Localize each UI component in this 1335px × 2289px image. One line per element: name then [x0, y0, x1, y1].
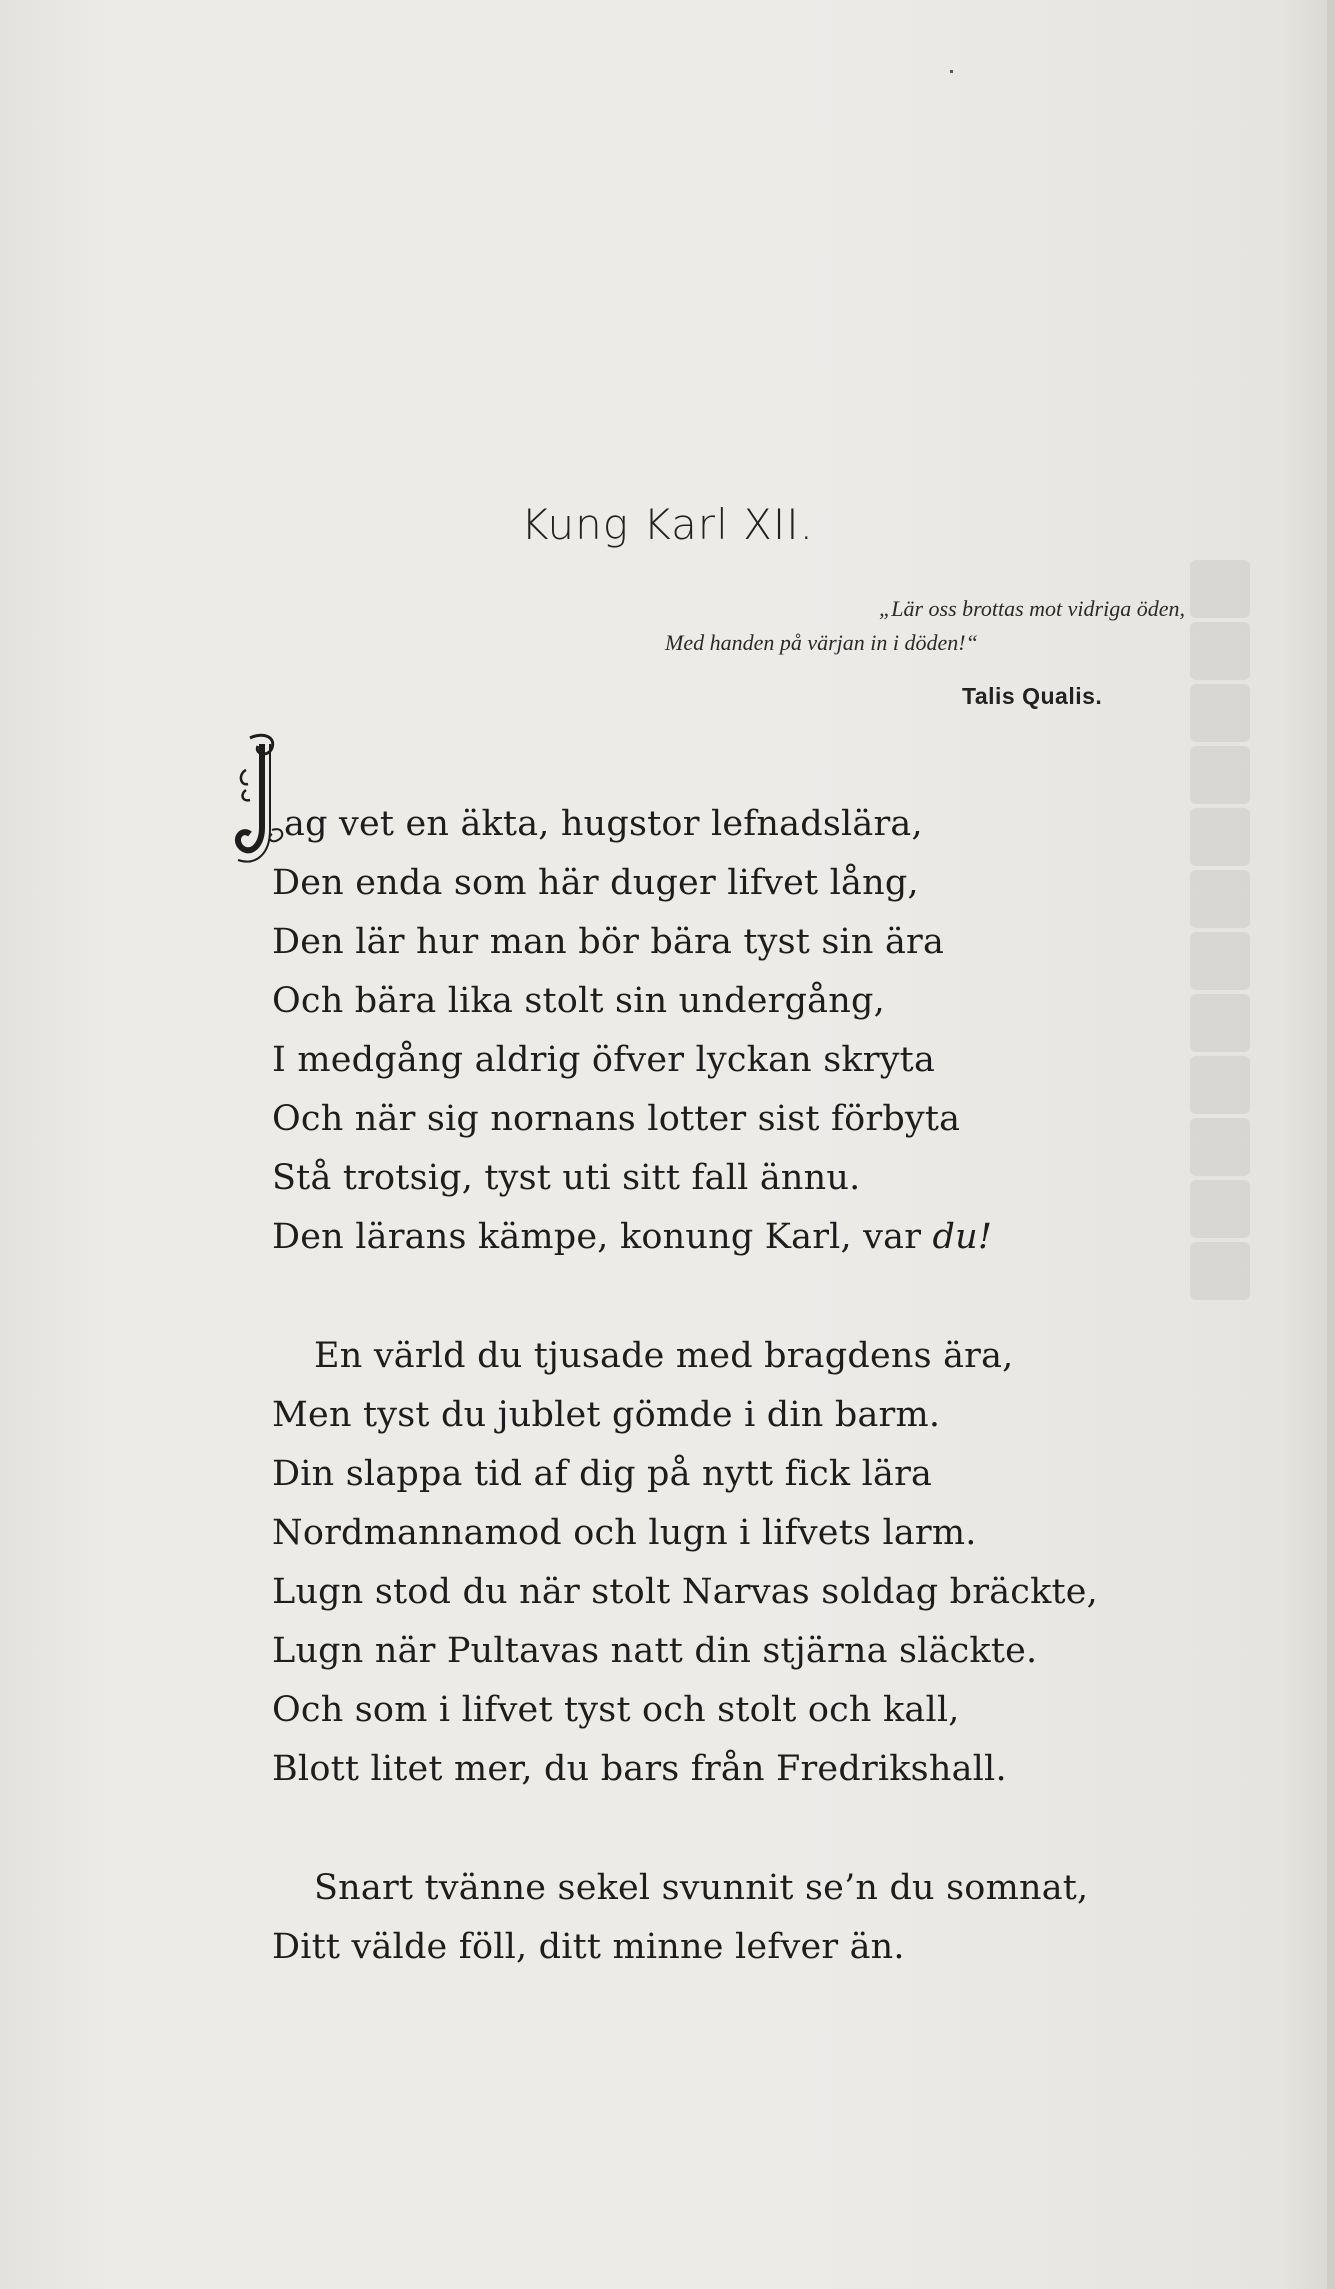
poem-title: Kung Karl XII. [521, 500, 814, 549]
poem-line-emphasis: du! [932, 1217, 993, 1257]
epigraph-line-1: „Lär oss brottas mot vidriga öden, [878, 596, 1185, 621]
poem-line: Den lär hur man bör bära tyst sin ära [272, 922, 945, 962]
poem-line: Snart tvänne sekel svunnit se’n du somnat, [314, 1868, 1089, 1908]
poem-body [272, 795, 1252, 2037]
stanza-2 [272, 1327, 1252, 1799]
print-speck [950, 70, 953, 73]
poem-line: ag vet en äkta, hugstor lefnadslära, [284, 804, 923, 844]
stanza-1 [272, 795, 1252, 1267]
poem-line: Och när sig nornans lotter sist förbyta [272, 1099, 961, 1139]
poem-line-text: Den lärans kämpe, konung Karl, var [272, 1217, 922, 1257]
poem-line: I medgång aldrig öfver lyckan skryta [272, 1040, 936, 1080]
epigraph-line-2: Med handen på värjan in i döden!“ [665, 630, 978, 655]
poem-line: Lugn stod du när stolt Narvas soldag bräckte, [272, 1572, 1098, 1612]
epigraph [665, 592, 1185, 660]
poem-line: En värld du tjusade med bragdens ära, [314, 1336, 1014, 1376]
poem-line [272, 1208, 1252, 1267]
epigraph-attribution: Talis Qualis. [962, 683, 1103, 709]
stanza-3 [272, 1859, 1252, 1977]
poem-line: Stå trotsig, tyst uti sitt fall ännu. [272, 1158, 861, 1198]
poem-line: Och bära lika stolt sin undergång, [272, 981, 885, 1021]
poem-line: Din slappa tid af dig på nytt fick lära [272, 1454, 933, 1494]
poem-line: Och som i lifvet tyst och stolt och kall, [272, 1690, 960, 1730]
poem-line: Ditt välde föll, ditt minne lefver än. [272, 1927, 905, 1967]
poem-line: Nordmannamod och lugn i lifvets larm. [272, 1513, 977, 1553]
poem-line: Lugn när Pultavas natt din stjärna släckte. [272, 1631, 1038, 1671]
poem-line: Blott litet mer, du bars från Fredrikshall. [272, 1749, 1007, 1789]
drop-cap-letter: J [258, 850, 263, 861]
poem-line: Men tyst du jublet gömde i din barm. [272, 1395, 941, 1435]
poem-line: Den enda som här duger lifvet lång, [272, 863, 919, 903]
